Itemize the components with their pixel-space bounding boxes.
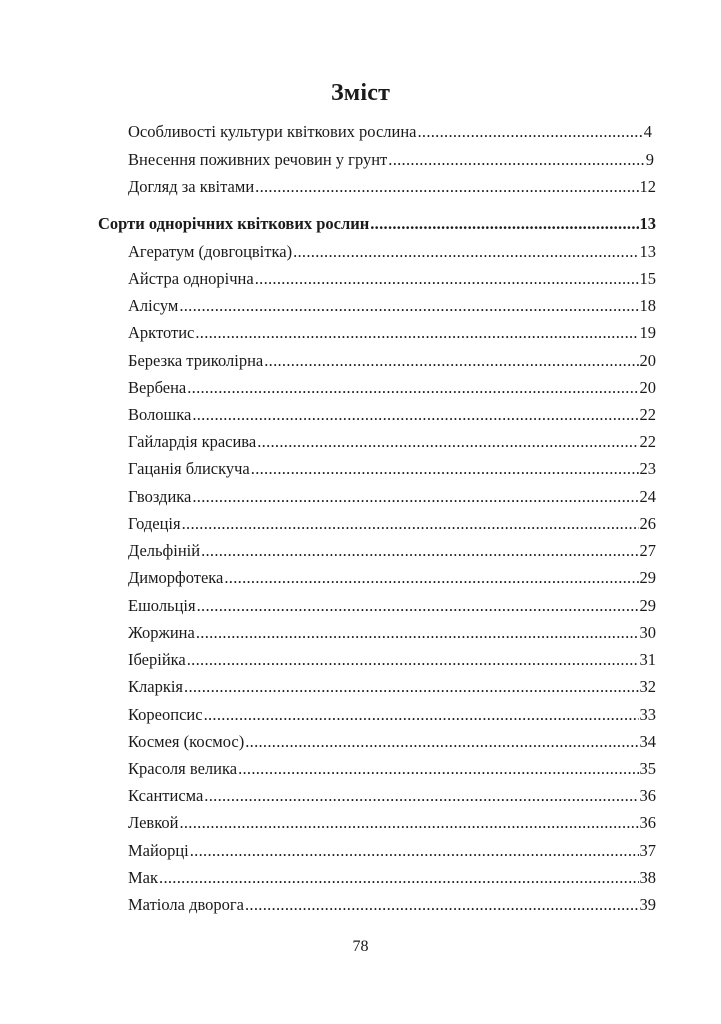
toc-entry[interactable] — [128, 378, 656, 398]
toc-entry-title: Сорти однорічних квіткових рослин — [98, 214, 370, 233]
toc-dot-leader — [293, 242, 638, 262]
toc-entry[interactable] — [128, 895, 656, 915]
toc-entry-page: 24 — [639, 487, 656, 506]
toc-entry-title: Гайлардія красива — [128, 432, 257, 451]
toc-entry-page: 39 — [639, 895, 656, 914]
toc-dot-leader — [255, 269, 639, 289]
toc-entry[interactable] — [128, 405, 656, 425]
toc-entry-title: Диморфотека — [128, 568, 224, 587]
toc-entry-page: 36 — [639, 813, 656, 832]
toc-entry[interactable] — [128, 596, 656, 616]
toc-entry[interactable] — [128, 786, 656, 806]
toc-entry-page: 29 — [639, 568, 656, 587]
toc-entry-page: 29 — [639, 596, 656, 615]
toc-entry-title: Ешольція — [128, 596, 196, 615]
toc-entry-title: Красоля велика — [128, 759, 238, 778]
toc-entry-page: 13 — [639, 214, 656, 233]
toc-entry[interactable] — [128, 296, 656, 316]
toc-entry-title: Матіола дворога — [128, 895, 244, 914]
toc-entry[interactable] — [128, 841, 656, 861]
toc-entry-title: Алісум — [128, 296, 179, 315]
toc-entry-page: 36 — [639, 786, 656, 805]
toc-entry[interactable] — [128, 242, 656, 262]
toc-entry-title: Агератум (довгоцвітка) — [128, 242, 293, 261]
toc-dot-leader — [417, 122, 642, 142]
toc-dot-leader — [197, 596, 639, 616]
toc-entry[interactable] — [128, 150, 654, 170]
toc-dot-leader — [245, 732, 638, 752]
toc-entry-page: 38 — [639, 868, 656, 887]
toc-dot-leader — [192, 487, 638, 507]
toc-entry-title: Космея (космос) — [128, 732, 245, 751]
toc-dot-leader — [255, 177, 638, 197]
toc-entry[interactable] — [128, 541, 656, 561]
toc-entry-title: Березка триколірна — [128, 351, 264, 370]
toc-entry-page: 20 — [639, 351, 656, 370]
toc-entry-page: 9 — [645, 150, 654, 169]
toc-entry-page: 34 — [639, 732, 656, 751]
toc-entry-page: 27 — [639, 541, 656, 560]
toc-entry-page: 13 — [639, 242, 656, 261]
toc-entry-title: Волошка — [128, 405, 192, 424]
toc-entry-page: 33 — [639, 705, 656, 724]
toc-dot-leader — [370, 214, 638, 234]
toc-dot-leader — [195, 323, 638, 343]
toc-entry-page: 32 — [639, 677, 656, 696]
toc-dot-leader — [204, 705, 639, 725]
toc-entry-title: Кореопсис — [128, 705, 203, 724]
page-number: 78 — [352, 938, 369, 955]
toc-entry-page: 22 — [639, 405, 656, 424]
toc-entry-title: Гацанія блискуча — [128, 459, 250, 478]
toc-entry-title: Жоржина — [128, 623, 195, 642]
toc-entry-title: Ксантисма — [128, 786, 204, 805]
toc-entry-title: Іберійка — [128, 650, 186, 669]
toc-entry[interactable] — [128, 568, 656, 588]
toc-entry[interactable] — [128, 759, 656, 779]
toc-dot-leader — [224, 568, 638, 588]
toc-entry-page: 18 — [639, 296, 656, 315]
toc-dot-leader — [245, 895, 639, 915]
toc-dot-leader — [196, 623, 639, 643]
toc-entry-title: Мак — [128, 868, 159, 887]
toc-entry-page: 19 — [639, 323, 656, 342]
toc-entry-title: Догляд за квітами — [128, 177, 255, 196]
toc-dot-leader — [190, 841, 639, 861]
toc-entry-page: 12 — [639, 177, 656, 196]
toc-entry-page: 26 — [639, 514, 656, 533]
toc-dot-leader — [204, 786, 638, 806]
toc-entry[interactable] — [128, 623, 656, 643]
toc-entry-page: 30 — [639, 623, 656, 642]
toc-entry[interactable] — [128, 514, 656, 534]
toc-entry-title: Вербена — [128, 378, 187, 397]
toc-entry[interactable] — [128, 269, 656, 289]
toc-entry[interactable] — [128, 177, 656, 197]
toc-entry-title: Дельфіній — [128, 541, 201, 560]
toc-dot-leader — [238, 759, 638, 779]
toc-entry-page: 4 — [643, 122, 652, 141]
toc-dot-leader — [257, 432, 638, 452]
toc-heading[interactable] — [98, 214, 656, 234]
toc-entry-title: Особливості культури квіткових рослина — [128, 122, 417, 141]
toc-dot-leader — [388, 150, 644, 170]
toc-dot-leader — [179, 813, 638, 833]
toc-entry[interactable] — [128, 677, 656, 697]
toc-entry-page: 35 — [639, 759, 656, 778]
toc-entry-title: Годеція — [128, 514, 181, 533]
toc-dot-leader — [192, 405, 638, 425]
toc-entry-page: 37 — [639, 841, 656, 860]
toc-entry[interactable] — [128, 732, 656, 752]
toc-entry[interactable] — [128, 432, 656, 452]
toc-entry-page: 20 — [639, 378, 656, 397]
toc-entry[interactable] — [128, 650, 656, 670]
toc-entry[interactable] — [128, 351, 656, 371]
toc-dot-leader — [264, 351, 638, 371]
toc-entry-title: Айстра однорічна — [128, 269, 254, 288]
toc-dot-leader — [187, 378, 638, 398]
toc-dot-leader — [184, 677, 638, 697]
toc-entry[interactable] — [128, 323, 656, 343]
toc-entry-title: Кларкія — [128, 677, 184, 696]
toc-entry-title: Внесення поживних речовин у грунт — [128, 150, 388, 169]
toc-dot-leader — [201, 541, 638, 561]
toc-entry-title: Левкой — [128, 813, 179, 832]
toc-entry-title: Гвоздика — [128, 487, 192, 506]
toc-entry[interactable] — [128, 487, 656, 507]
toc-entry-page: 15 — [639, 269, 656, 288]
toc-dot-leader — [159, 868, 638, 888]
page-title: Зміст — [330, 80, 391, 106]
toc-entry-title: Майорці — [128, 841, 189, 860]
toc-entry[interactable] — [128, 705, 656, 725]
toc-entry[interactable] — [128, 813, 656, 833]
toc-dot-leader — [182, 514, 639, 534]
toc-entry-page: 23 — [639, 459, 656, 478]
toc-entry-page: 31 — [639, 650, 656, 669]
toc-entry[interactable] — [128, 459, 656, 479]
toc-dot-leader — [179, 296, 638, 316]
toc-entry[interactable] — [128, 868, 656, 888]
toc-entry-page: 22 — [639, 432, 656, 451]
toc-entry[interactable] — [128, 122, 652, 142]
toc-entry-title: Арктотис — [128, 323, 195, 342]
toc-dot-leader — [251, 459, 639, 479]
toc-dot-leader — [187, 650, 639, 670]
